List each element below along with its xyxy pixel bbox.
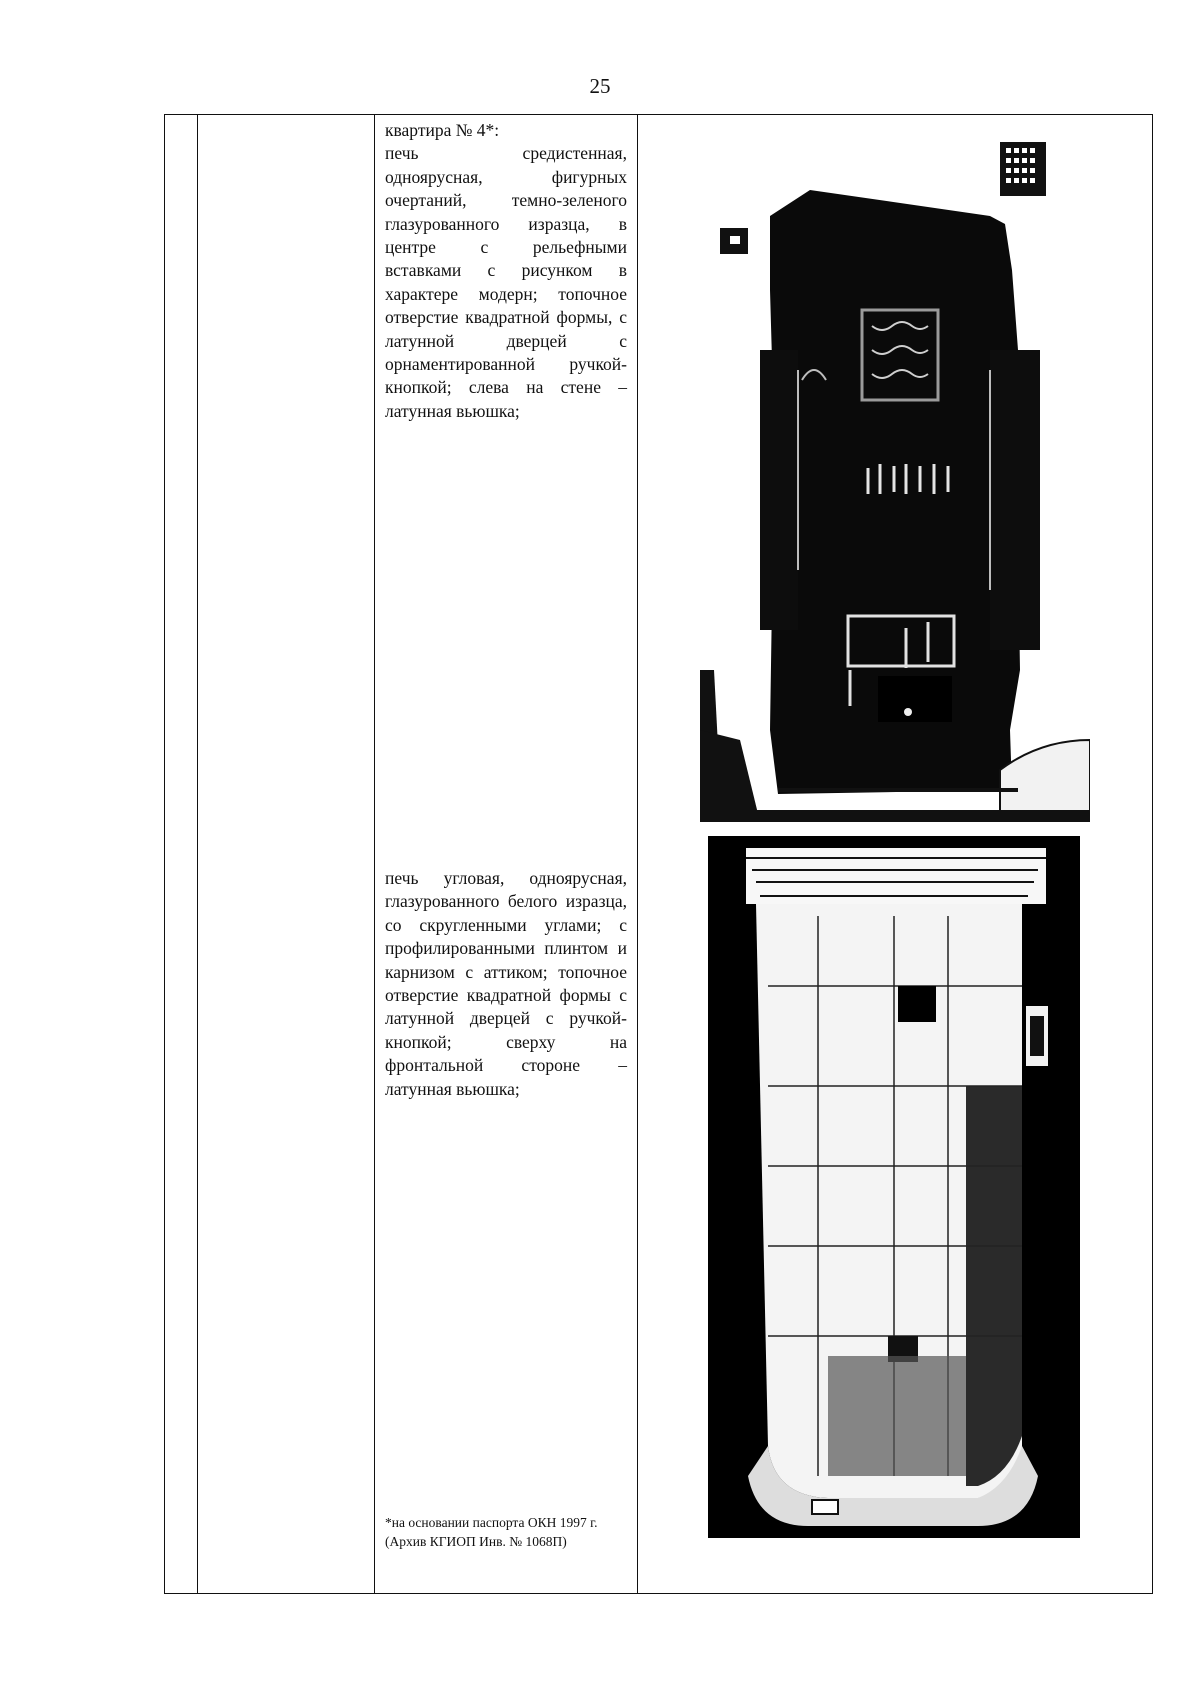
- description-text: [375, 119, 637, 1597]
- footnote: *на основании паспорта ОКН 1997 г. (Архив КГИОП Инв. № 1068П): [385, 1515, 598, 1549]
- apartment-heading: квартира № 4*:: [385, 120, 500, 140]
- stove-2-description: печь угловая, одноярусная, глазурованного белого изразца, со скругленными углами; с профилированными плинтом и карнизом с аттиком; топочное отверстие квадратной формы с латунной дверцей с ручкой-кнопкой; сверху на фронтальной стороне – латунная вьюшка;: [385, 868, 627, 1099]
- stove-photo-dark-image: [700, 130, 1090, 822]
- stove-photo-white-image: [708, 836, 1080, 1538]
- name-cell: [198, 115, 375, 1594]
- stove-photo-dark: [700, 130, 1090, 822]
- stove-photo-white: [708, 836, 1080, 1538]
- description-cell: [375, 115, 638, 1594]
- page-number: 25: [589, 74, 611, 98]
- stove-1-description: печь средистенная, одноярусная, фигурных очертаний, темно-зеленого глазурованного изразца, в центре с рельефными вставками с рисунком в характере модерн; топочное отверстие квадратной формы, с латунной дверцей с орнаментированной ручкой-кнопкой; слева на стене – латунная вьюшка;: [385, 143, 627, 421]
- number-cell: [165, 115, 198, 1594]
